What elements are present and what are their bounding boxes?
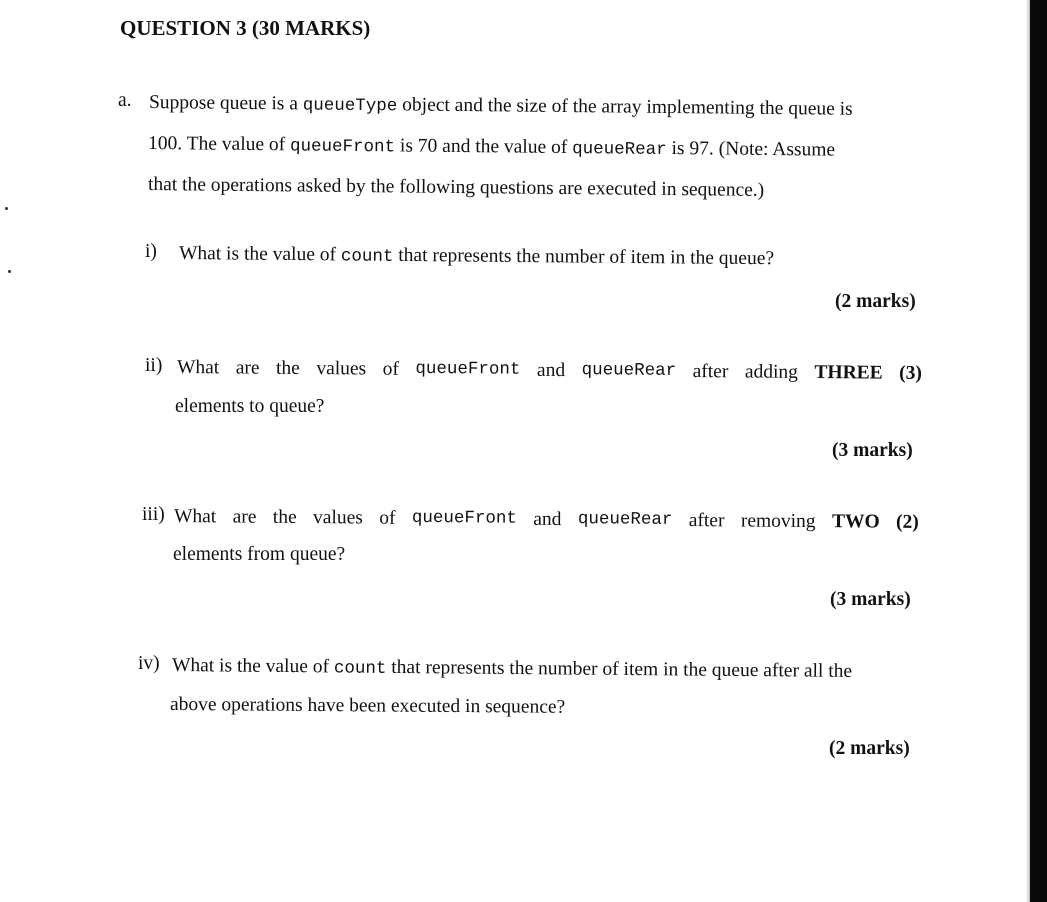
scan-speck: [5, 207, 8, 210]
question-iv-label: iv): [138, 653, 160, 674]
scan-black-border: [1030, 0, 1047, 902]
bold-word: THREE: [814, 362, 883, 384]
question-ii-marks: (3 marks): [832, 440, 913, 461]
word: and: [536, 359, 566, 382]
word: What: [176, 357, 220, 379]
part-a-label: a.: [118, 90, 132, 111]
part-a-intro-line-3: that the operations asked by the following questions are executed in sequence.): [147, 174, 765, 201]
bold-word: (3): [899, 362, 923, 384]
word: are: [232, 506, 257, 528]
code-queuefront: queueFront: [289, 136, 396, 158]
word: values: [316, 358, 367, 380]
part-a-intro-line-2: [148, 131, 835, 165]
code-queuerear: queueRear: [577, 509, 673, 530]
word: and: [533, 508, 562, 531]
text: that represents the number of item in the queue?: [393, 244, 775, 270]
text: What is the value of: [178, 243, 342, 266]
code-queuerear: queueRear: [581, 360, 677, 381]
text: object and the size of the array implementing the queue is: [397, 94, 853, 120]
question-iii-line-1: [174, 504, 919, 535]
text: that represents the number of item in the queue after all the: [386, 656, 853, 682]
question-iii-line-2: elements from queue?: [173, 544, 346, 565]
text: Suppose queue is a: [148, 92, 303, 115]
code-queuefront: queueFront: [415, 358, 521, 380]
scan-speck: [8, 270, 11, 273]
word: removing: [740, 510, 816, 533]
bold-word: TWO: [831, 511, 880, 533]
code-count: count: [340, 246, 394, 267]
question-iv-line-2: above operations have been executed in sequence?: [169, 694, 566, 718]
text: What is the value of: [171, 655, 335, 678]
question-iv-line-1: [172, 653, 852, 686]
question-i-label: i): [145, 241, 157, 262]
word: after: [692, 361, 729, 383]
question-title: QUESTION 3 (30 MARKS): [120, 16, 371, 40]
question-iii-label: iii): [142, 504, 165, 525]
word: the: [275, 357, 300, 379]
word: are: [235, 357, 260, 379]
text: is 97. (Note: Assume: [666, 137, 836, 161]
code-count: count: [333, 658, 387, 679]
word: the: [272, 506, 297, 528]
word: What: [173, 506, 217, 528]
question-iv-marks: (2 marks): [829, 738, 910, 759]
question-ii-line-1: [177, 355, 922, 386]
question-i-line-1: [179, 241, 774, 273]
word: of: [379, 507, 396, 529]
text: 100. The value of: [147, 133, 291, 156]
word: adding: [744, 361, 799, 383]
word: values: [312, 507, 363, 529]
bold-word: (2): [895, 511, 919, 533]
part-a-intro-line-1: [149, 90, 853, 124]
code-queuefront: queueFront: [411, 507, 518, 529]
question-ii-line-2: elements to queue?: [175, 396, 325, 417]
code-queuetype: queueType: [302, 95, 398, 117]
word: after: [688, 510, 725, 532]
code-queuerear: queueRear: [572, 139, 667, 160]
word: of: [382, 358, 400, 380]
question-i-marks: (2 marks): [835, 291, 916, 312]
text: is 70 and the value of: [394, 135, 573, 159]
question-iii-marks: (3 marks): [830, 589, 911, 610]
question-ii-label: ii): [145, 355, 163, 376]
